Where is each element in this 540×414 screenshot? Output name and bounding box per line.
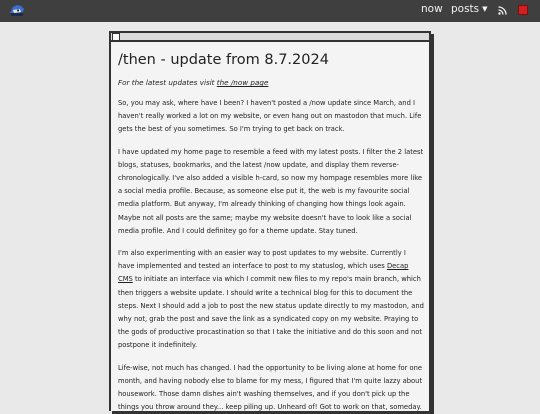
- paragraph-3: [118, 247, 424, 353]
- red-square-icon[interactable]: [518, 5, 528, 15]
- paragraph-2: I have updated my home page to resemble a feed with my latest posts. I filter the 2 latest blogs, statuses, bookmarks, and the latest /now update, and display them reverse-chronologically. I've also added a visible h-card, so now my hompage resembles more like a social media profile. Because, as someone else put it, the web is my favourite social media platform. But anyway, I'm already thinking of changing how things look again. Maybe not all posts are the same; maybe my website doesn't have to look like a social media profile. And I could definitey go for a theme update. Stay tuned.: [118, 147, 424, 235]
- rss-icon[interactable]: [498, 6, 507, 15]
- nav-posts-label: posts: [451, 3, 480, 15]
- decap-cms-link[interactable]: Decap CMS: [118, 262, 409, 284]
- site-logo-icon[interactable]: [9, 4, 25, 17]
- card-title-bar: [111, 33, 429, 42]
- post-content: [118, 50, 424, 414]
- nav-dropdown-posts[interactable]: [451, 3, 488, 15]
- nav-link-now[interactable]: now: [421, 3, 443, 15]
- now-page-link[interactable]: the /now page: [216, 78, 269, 87]
- subtitle-text: For the latest updates visit: [118, 78, 217, 87]
- top-navigation-bar: [0, 0, 540, 22]
- post-title: /then - update from 8.7.2024: [118, 52, 329, 68]
- chevron-down-icon: ▼: [482, 5, 488, 13]
- post-card: [109, 31, 431, 411]
- post-subtitle: [118, 78, 424, 88]
- paragraph-4: Life-wise, not much has changed. I had the opportunity to be living alone at home for one month, and having nobody else to blame for my mess, I figured that I'm quite lazzy about housework. Those damn dishes ain't washing themselves, and if you don't pick up the things you throw around they... keep piling up. Unheard of! Got to work on that, someday.: [118, 363, 423, 412]
- paragraph-1: So, you may ask, where have I been? I haven't posted a /now update since March, and I haven't really worked a lot on my website, or even hang out on mastodon that much. Life gets the best of you sometimes. So I'm trying to get back on track.: [118, 99, 422, 134]
- paragraph-3-text-a: I'm also experimenting with an easier way to post updates to my website. Currently I have implemented and tested an interface to post to my statuslog, which uses: [118, 249, 406, 271]
- paragraph-3-text-b: to initiate an interface via which I commit new files to my repo's main branch, which then triggers a website update. I should write a technical blog for this to document the steps. Next I should add a job to post the new status update directly to my mastodon, and why not, grab the post and save the link as a syndicated copy on my website. Praying to the gods of productive procastination so that I take the initiative and do this soon and not postpone it indefinitely.: [118, 275, 424, 350]
- window-box-icon: [112, 33, 120, 41]
